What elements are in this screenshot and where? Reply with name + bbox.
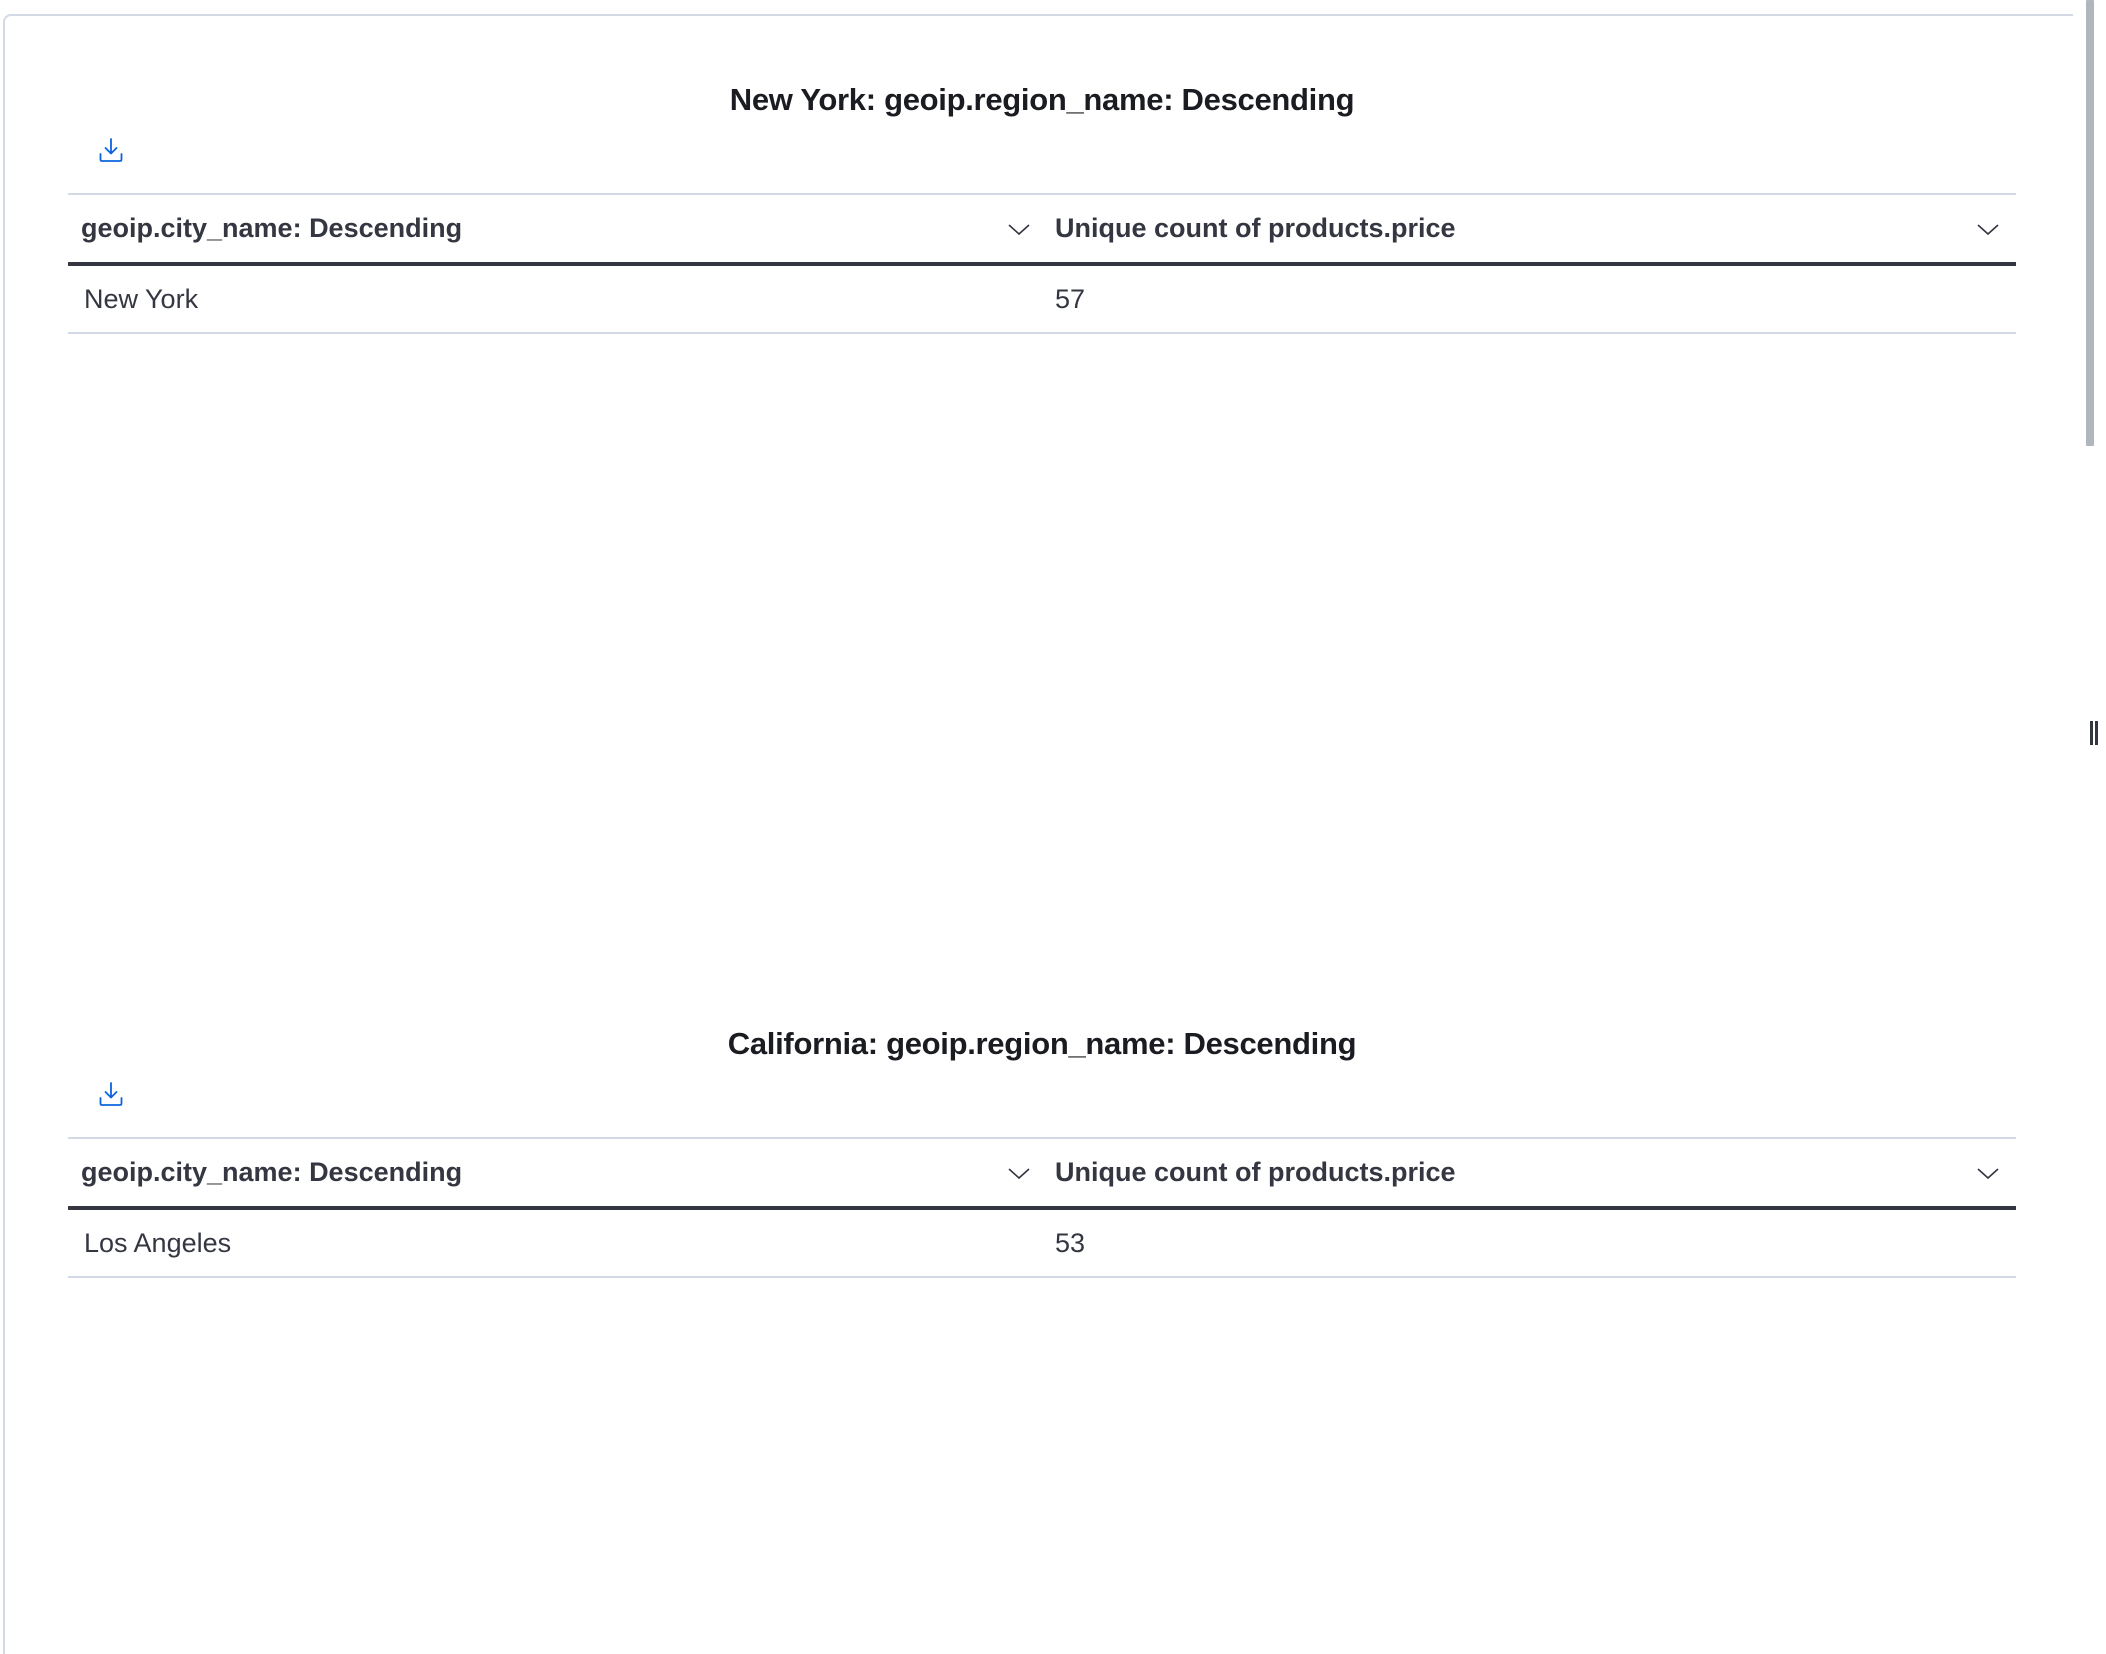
table-row: [68, 266, 2016, 334]
section-title: New York: geoip.region_name: Descending: [729, 82, 1355, 117]
download-icon: [99, 1082, 123, 1106]
grip-icon: [2095, 721, 2098, 745]
vertical-scrollbar[interactable]: [2086, 0, 2094, 446]
grip-icon: [2090, 721, 2093, 745]
cell-city-name: New York: [68, 266, 1041, 332]
column-header-city-name[interactable]: [68, 195, 1041, 262]
column-header-label: Unique count of products.price: [1055, 213, 1456, 243]
table-body: [68, 266, 2016, 334]
cell-unique-count: 53: [1055, 1227, 1086, 1258]
table-body: [68, 1210, 2016, 1278]
download-icon: [99, 138, 123, 162]
data-table: [68, 193, 2016, 334]
column-header-label: geoip.city_name: Descending: [81, 1157, 463, 1187]
cell-city-name: Los Angeles: [68, 1210, 1041, 1276]
chevron-down-icon[interactable]: [1007, 223, 1031, 237]
column-header-label: Unique count of products.price: [1055, 1157, 1456, 1187]
chevron-down-icon[interactable]: [1976, 223, 2000, 237]
table-row: [68, 1210, 2016, 1278]
data-table: [68, 1137, 2016, 1278]
column-header-label: geoip.city_name: Descending: [81, 213, 463, 243]
column-header-unique-count[interactable]: [1041, 1139, 2016, 1206]
chevron-down-icon[interactable]: [1976, 1167, 2000, 1181]
column-header-unique-count[interactable]: [1041, 195, 2016, 262]
panel-resize-handle[interactable]: [2088, 719, 2100, 747]
download-button[interactable]: [96, 135, 126, 165]
cell-unique-count: 57: [1055, 283, 1086, 314]
table-header: [68, 1137, 2016, 1210]
column-header-city-name[interactable]: [68, 1139, 1041, 1206]
download-button[interactable]: [96, 1079, 126, 1109]
chevron-down-icon[interactable]: [1007, 1167, 1031, 1181]
table-header: [68, 193, 2016, 266]
section-title: California: geoip.region_name: Descending: [727, 1026, 1357, 1061]
